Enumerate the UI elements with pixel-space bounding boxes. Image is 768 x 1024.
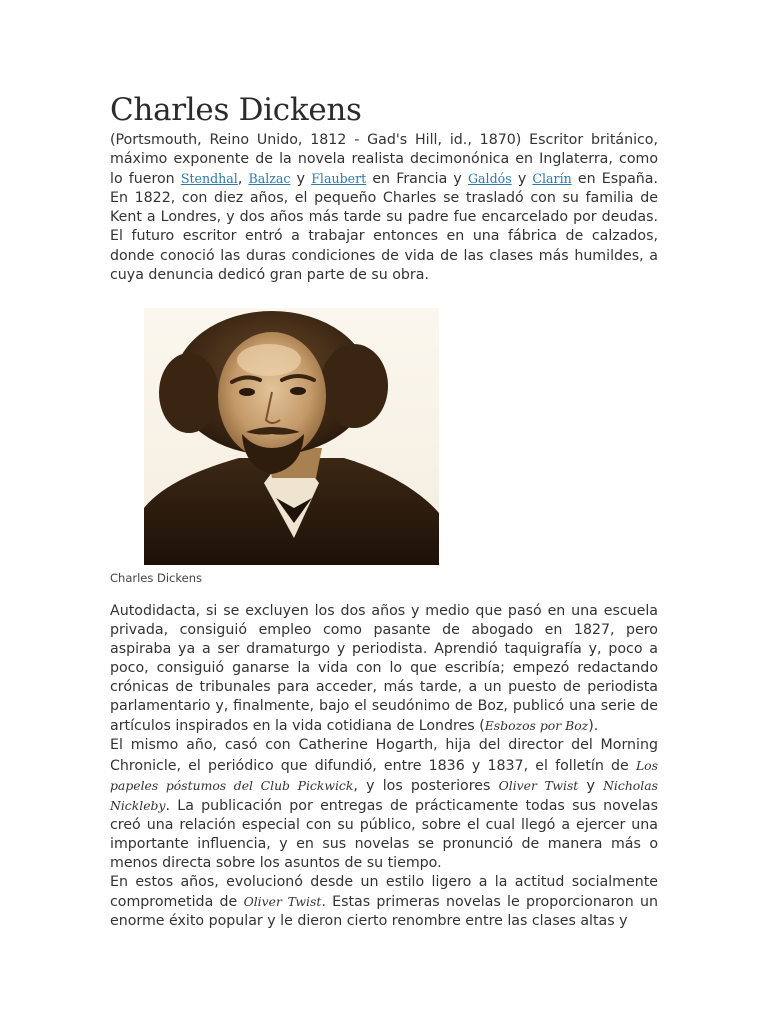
title-nicholas-nickleby: Nicholas Nickleby	[110, 777, 658, 813]
title-oliver-twist-2: Oliver Twist	[243, 894, 322, 910]
para2-text-1: Autodidacta, si se excluyen los dos años y medio que pasó en una escuela privada, consiguió empleo como pasante de abogado en 1827, pero aspiraba ya a ser dramaturgo y periodista. Aprendió taquigrafía y, poco a poco, consiguió ganarse la vida con lo que escribía; empezó redactando crónicas de tribunales para acceder, más tarde, a un puesto de periodista parlamentario y, finalmente, bajo el seudónimo de Boz, publicó una serie de artículos inspirados en la vida cotidiana de Londres (	[110, 602, 658, 735]
intro-sep-3: y	[511, 171, 533, 188]
document-page	[110, 92, 658, 931]
link-flaubert[interactable]: Flaubert	[311, 171, 367, 187]
para3-text-2: , y los posteriores	[353, 777, 499, 794]
title-oliver-twist: Oliver Twist	[498, 777, 579, 793]
paragraph-mismo-ano	[110, 736, 658, 873]
para4-text-1: En estos años, evolucionó desde un estilo ligero a la actitud socialmente comprometida de	[110, 874, 658, 911]
para2-text-2: ).	[588, 718, 599, 735]
title-pickwick: Los papeles póstumos del Club Pickwick	[110, 757, 658, 793]
article-body	[110, 602, 658, 932]
intro-sep-1: ,	[237, 171, 249, 188]
page-title: Charles Dickens	[110, 92, 362, 128]
link-stendhal[interactable]: Stendhal	[180, 171, 238, 187]
intro-paragraph	[110, 131, 658, 285]
portrait-caption: Charles Dickens	[110, 570, 202, 585]
intro-text-2: en Francia y	[366, 171, 468, 188]
link-balzac[interactable]: Balzac	[248, 171, 291, 187]
title-esbozos-por-boz: Esbozos por Boz	[484, 718, 589, 734]
portrait-illustration	[144, 308, 439, 565]
portrait-image	[144, 308, 439, 565]
intro-sep-2: y	[290, 171, 312, 188]
link-galdos[interactable]: Galdós	[467, 171, 512, 187]
para3-text-1: El mismo año, casó con Catherine Hogarth, hija del director del Morning Chronicle, el periódico que difundió, entre 1836 y 1837, el folletín de	[110, 737, 658, 774]
para3-text-3: y	[578, 777, 604, 794]
para3-text-4: . La publicación por entregas de prácticamente todas sus novelas creó una relación especial con su público, sobre el cual llegó a ejercer una importante influencia, y en sus novelas se pronunció de manera más o menos directa sobre los asuntos de su tiempo.	[110, 797, 658, 871]
intro-text-1: (Portsmouth, Reino Unido, 1812 - Gad's Hill, id., 1870) Escritor británico, máximo exponente de la novela realista decimonónica en Inglaterra, como lo fueron	[110, 132, 658, 188]
link-clarin[interactable]: Clarín	[532, 171, 572, 187]
paragraph-autodidacta	[110, 602, 658, 737]
paragraph-estos-anos	[110, 873, 658, 931]
intro-text-3: en España. En 1822, con diez años, el pequeño Charles se trasladó con su familia de Kent a Londres, y dos años más tarde su padre fue encarcelado por deudas. El futuro escritor entró a trabajar entonces en una fábrica de calzados, donde conoció las duras condiciones de vida de las clases más humildes, a cuya denuncia dedicó gran parte de su obra.	[110, 171, 658, 283]
para4-text-2: . Estas primeras novelas le proporcionaron un enorme éxito popular y le dieron cierto renombre entre las clases altas y	[110, 894, 658, 930]
